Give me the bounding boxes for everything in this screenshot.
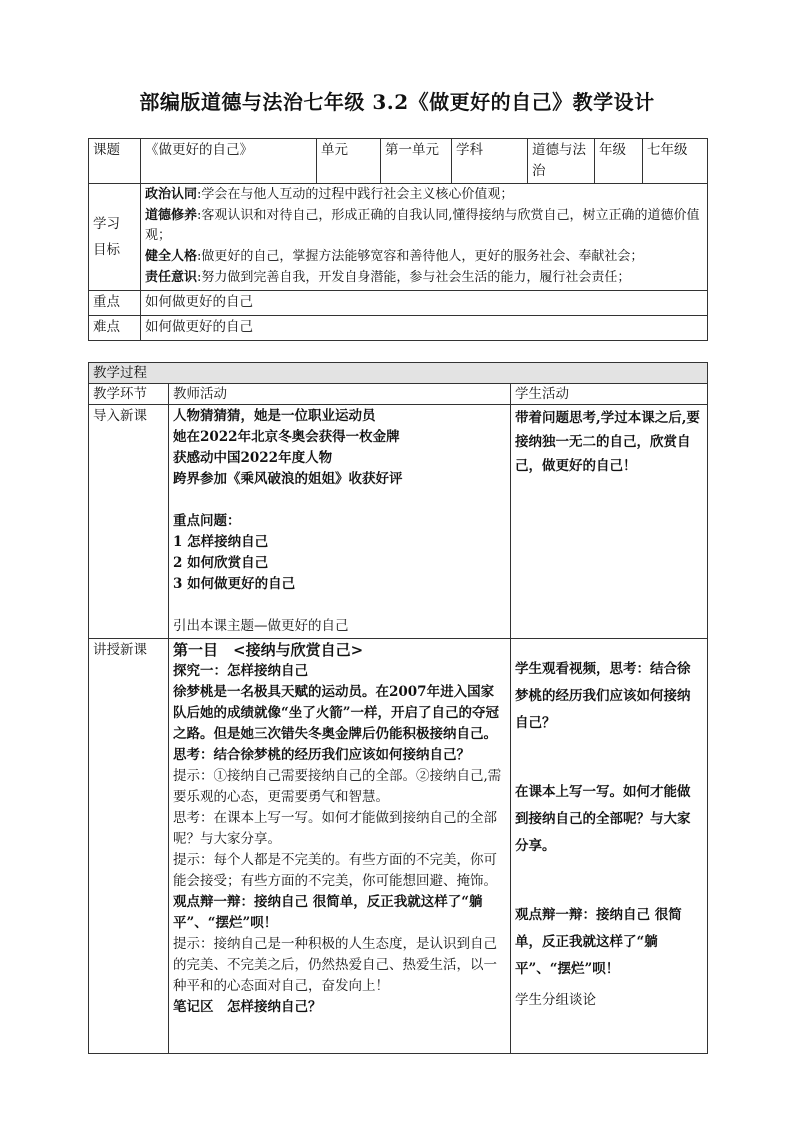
difficult-point-value: 如何做更好的自己 [141, 316, 708, 341]
col-student-header: 学生活动 [511, 384, 708, 405]
objectives-cell [141, 184, 708, 291]
difficult-point-label: 难点 [89, 316, 141, 341]
unit-value: 第一单元 [381, 139, 452, 184]
stage-new-teacher [169, 639, 511, 1054]
objectives-label: 学习目标 [89, 184, 141, 291]
key-questions-title: 重点问题： [173, 513, 241, 529]
stage-intro-teacher [169, 405, 511, 639]
document-title: 部编版道德与法治七年级 3.2《做更好的自己》教学设计 [139, 90, 655, 114]
think-question: 思考：结合徐梦桃的经历我们应该如何接纳自己？ [173, 747, 470, 763]
grade-label: 年级 [595, 139, 643, 184]
objective-item: 道德修养:客观认识和对待自己，形成正确的自我认同,懂得接纳与欣赏自己，树立正确的道德价值观； [145, 207, 700, 244]
lesson-info-table [88, 138, 708, 341]
story-text: 徐梦桃是一名极具天赋的运动员。在2007年进入国家队后她的成绩就像“坐了火箭”一样，开启了自己的夺冠之路。但是她三次错失冬奥金牌后仍能积极接纳自己。 [173, 684, 500, 742]
stage-new-student: 学生观看视频，思考：结合徐梦桃的经历我们应该如何接纳自己？ 在课本上写一写。如何才能做到接纳自己的全部呢？与大家分享。 观点辩一辩：接纳自己 很简单，反正我就这样了“躺平”、“摆烂”呗！ 学生分组谈论 [511, 639, 708, 1054]
teaching-process-table [88, 362, 708, 1054]
key-question: 2 如何欣赏自己 [173, 555, 269, 571]
hint-text: 提示：接纳自己是一种积极的人生态度，是认识到自己的完美、不完美之后，仍然热爱自己、热爱生活，以一种平和的心态面对自己，奋发向上！ [173, 936, 497, 994]
explore-title: 探究一：怎样接纳自己 [173, 663, 308, 679]
key-point-value: 如何做更好的自己 [141, 291, 708, 316]
teacher-line: 获感动中国2022年度人物 [173, 450, 333, 466]
section-heading: 第一目 <接纳与欣赏自己> [173, 641, 364, 659]
hint-text: 提示：每个人都是不完美的。有些方面的不完美，你可能会接受；有些方面的不完美，你可能想回避、掩饰。 [173, 852, 497, 889]
hint-text: 提示：①接纳自己需要接纳自己的全部。②接纳自己,需要乐观的心态，更需要勇气和智慧。 [173, 768, 502, 805]
topic-value: 《做更好的自己》 [141, 139, 317, 184]
subject-value: 道德与法治 [528, 139, 595, 184]
stage-new-label: 讲授新课 [89, 639, 169, 1054]
objective-item: 责任意识:努力做到完善自我，开发自身潜能，参与社会生活的能力，履行社会责任； [145, 269, 631, 285]
col-stage-header: 教学环节 [89, 384, 169, 405]
grade-value: 七年级 [643, 139, 708, 184]
think-question: 思考：在课本上写一写。如何才能做到接纳自己的全部呢？与大家分享。 [173, 810, 497, 847]
teacher-line: 跨界参加《乘风破浪的姐姐》收获好评 [173, 471, 403, 487]
key-question: 1 怎样接纳自己 [173, 534, 269, 550]
stage-intro-student: 带着问题思考,学过本课之后,要接纳独一无二的自己，欣赏自己，做更好的自己！ [511, 405, 708, 639]
teacher-line: 人物猜猜猜，她是一位职业运动员 [173, 408, 376, 424]
topic-intro: 引出本课主题—做更好的自己 [173, 618, 349, 634]
subject-label: 学科 [452, 139, 528, 184]
key-question: 3 如何做更好的自己 [173, 576, 296, 592]
teacher-line: 她在2022年北京冬奥会获得一枚金牌 [173, 429, 400, 445]
key-point-label: 重点 [89, 291, 141, 316]
topic-label: 课题 [89, 139, 141, 184]
objective-item: 健全人格:做更好的自己，掌握方法能够宽容和善待他人，更好的服务社会、奉献社会； [145, 249, 644, 265]
debate-text: 观点辩一辩：接纳自己 很简单，反正我就这样了“躺平”、“摆烂”呗！ [173, 894, 483, 931]
process-header: 教学过程 [89, 363, 708, 384]
col-teacher-header: 教师活动 [169, 384, 511, 405]
objective-item: 政治认同:学会在与他人互动的过程中践行社会主义核心价值观； [145, 187, 514, 202]
stage-intro-label: 导入新课 [89, 405, 169, 639]
unit-label: 单元 [317, 139, 381, 184]
notes-area: 笔记区 怎样接纳自己？ [173, 999, 322, 1015]
